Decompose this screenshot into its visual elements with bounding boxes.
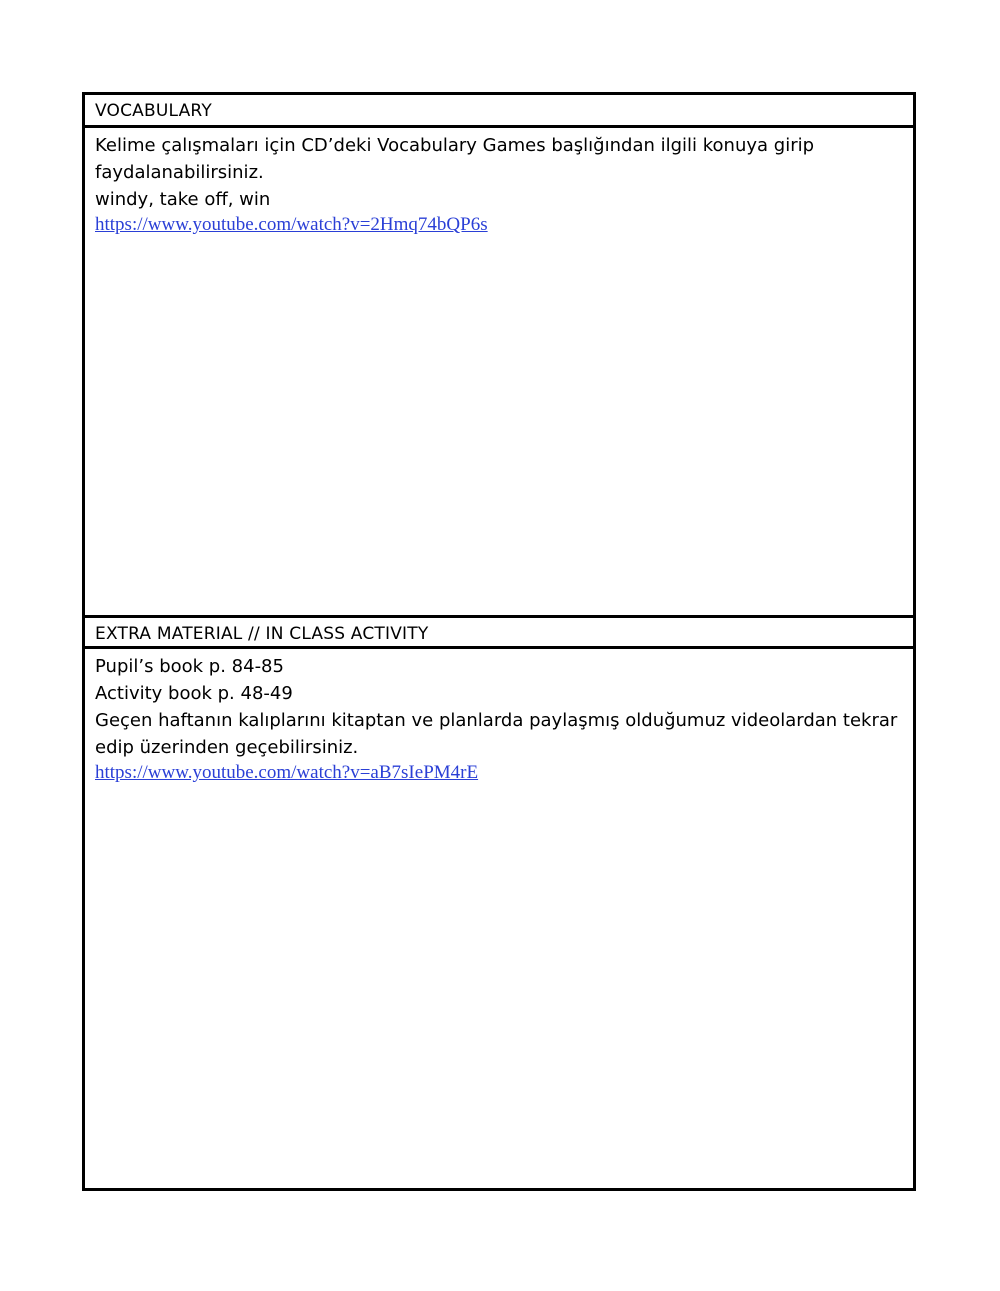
worksheet-table [82, 92, 916, 1191]
vocabulary-content [85, 128, 913, 615]
extra-material-header [85, 618, 913, 646]
extra-video-link[interactable]: https://www.youtube.com/watch?v=aB7sIePM4rE [95, 762, 479, 783]
extra-instruction-line-2: edip üzerinden geçebilirsiniz. [95, 737, 359, 758]
vocabulary-instruction-line-1: Kelime çalışmaları için CD’deki Vocabulary Games başlığından ilgili konuya girip [95, 135, 815, 156]
vocabulary-heading: VOCABULARY [95, 101, 212, 121]
extra-material-heading: EXTRA MATERIAL // IN CLASS ACTIVITY [95, 624, 429, 644]
extra-instruction-line-1: Geçen haftanın kalıplarını kitaptan ve planlarda paylaşmış olduğumuz videolardan tekrar [95, 710, 898, 731]
activity-book-pages: Activity book p. 48-49 [95, 683, 293, 704]
extra-material-content [85, 649, 913, 1188]
vocabulary-video-link[interactable]: https://www.youtube.com/watch?v=2Hmq74bQP6s [95, 214, 488, 235]
pupils-book-pages: Pupil’s book p. 84-85 [95, 656, 284, 677]
vocabulary-instruction-line-2: faydalanabilirsiniz. [95, 162, 264, 183]
vocabulary-words: windy, take off, win [95, 189, 271, 210]
vocabulary-header [85, 95, 913, 125]
